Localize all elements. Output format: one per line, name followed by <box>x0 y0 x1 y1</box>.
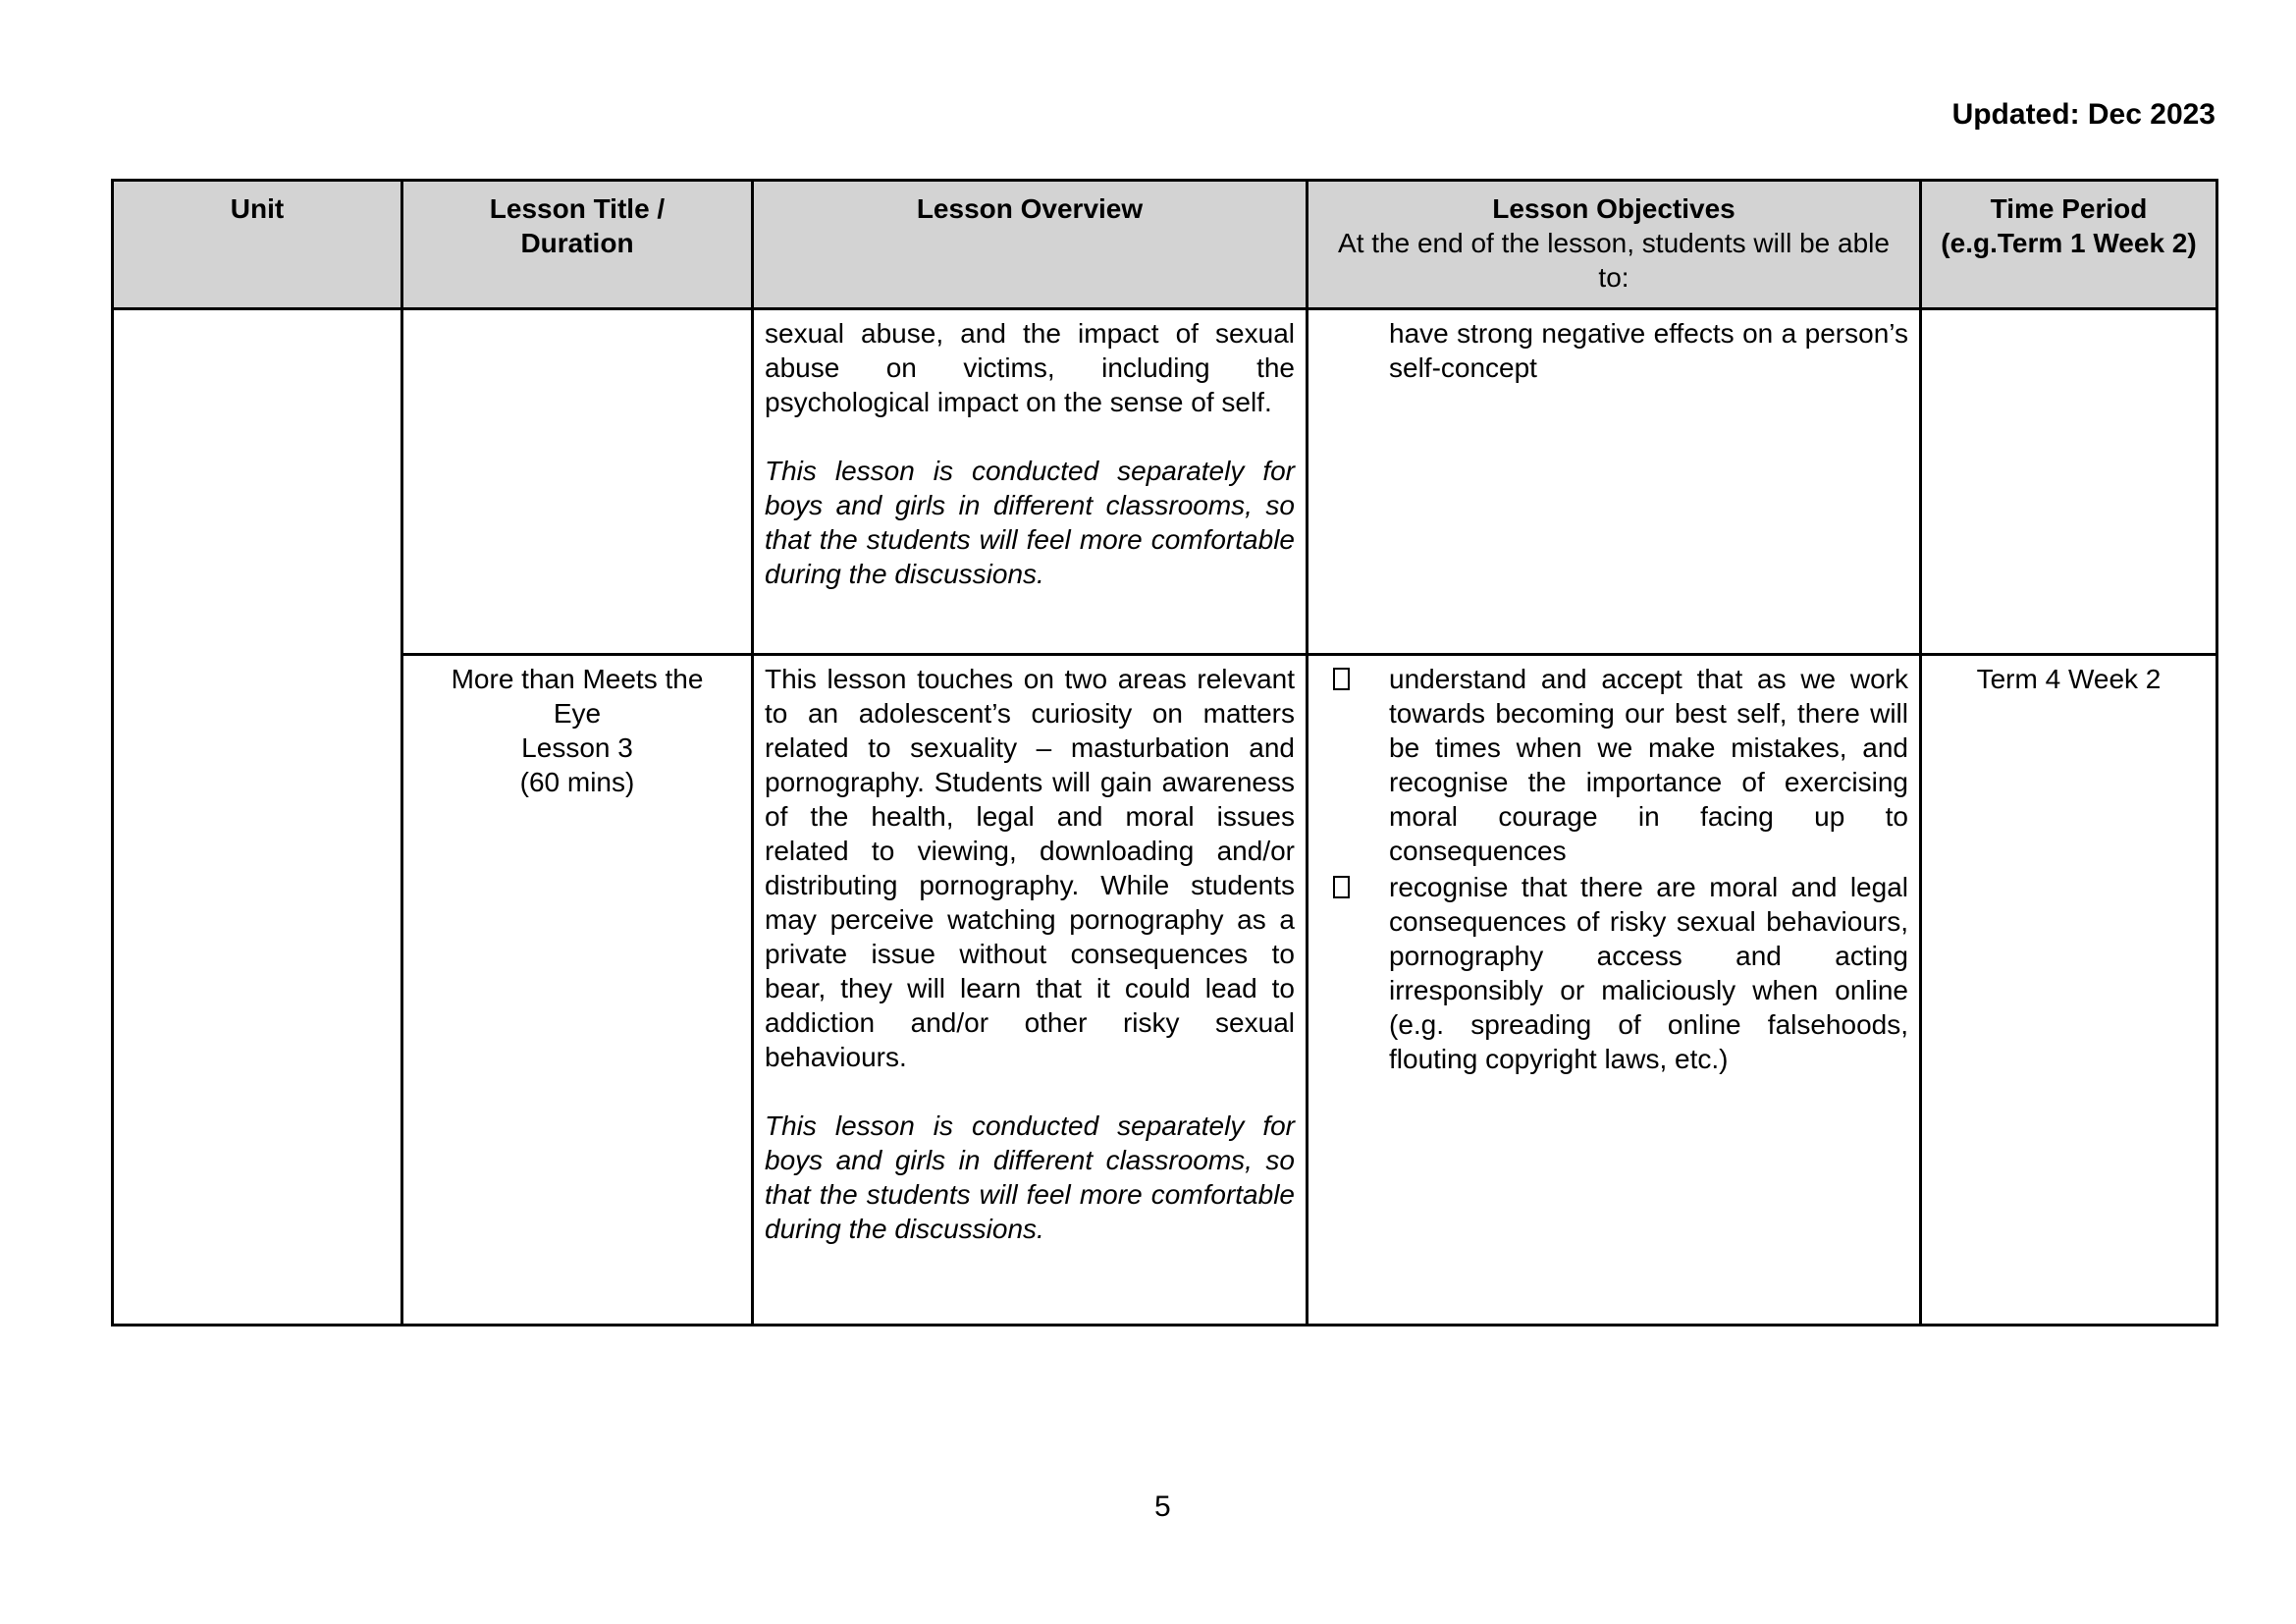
page-number: 5 <box>1154 1490 1171 1523</box>
overview-paragraph: sexual abuse, and the impact of sexual abuse on victims, including the psychological impact on the sense of self. <box>765 318 1295 417</box>
square-bullet-icon <box>1333 876 1350 898</box>
lesson-title-cell <box>402 309 753 655</box>
overview-note-paragraph: This lesson is conducted separately for boys and girls in different classrooms, so that the students will feel more comfortable during the discussions. <box>765 456 1295 589</box>
header-lesson-objectives-title: Lesson Objectives <box>1492 193 1735 224</box>
objective-text: recognise that there are moral and legal consequences of risky sexual behaviours, pornography access and acting irresponsibly or maliciously when online (e.g. spreading of online falsehoods, flouting copyright laws, etc.) <box>1389 872 1908 1074</box>
lesson-overview-cell <box>753 655 1308 1326</box>
table-row <box>113 309 2217 655</box>
table-header-row <box>113 181 2217 309</box>
header-lesson-objectives-subtitle: At the end of the lesson, students will be able to: <box>1338 228 1890 293</box>
lesson-objectives-cell <box>1308 309 1921 655</box>
header-lesson-overview: Lesson Overview <box>753 181 1308 309</box>
header-lesson-title-duration: Lesson Title / Duration <box>402 181 753 309</box>
overview-paragraph: This lesson touches on two areas relevant to an adolescent’s curiosity on matters related to sexuality – masturbation and pornography. Students will gain awareness of the health, legal and moral issues related to viewing, downloading and/or distributing pornography. While students may perceive watching pornography as a private issue without consequences to bear, they will learn that it could lead to addiction and/or other risky sexual behaviours. <box>765 664 1295 1072</box>
lesson-overview-cell <box>753 309 1308 655</box>
lesson-title-cell: More than Meets the Eye Lesson 3 (60 mins) <box>402 655 753 1326</box>
time-period-cell <box>1921 309 2217 655</box>
objective-text: understand and accept that as we work towards becoming our best self, there will be times when we make mistakes, and recognise the importance of exercising moral courage in facing up to consequences <box>1389 664 1908 866</box>
header-time-period: Time Period (e.g.Term 1 Week 2) <box>1921 181 2217 309</box>
table-row <box>113 655 2217 1326</box>
objective-item <box>1319 870 1908 1076</box>
square-bullet-icon <box>1333 668 1350 690</box>
objective-item <box>1319 316 1908 385</box>
unit-cell <box>113 309 402 1326</box>
overview-note-paragraph: This lesson is conducted separately for boys and girls in different classrooms, so that the students will feel more comfortable during the discussions. <box>765 1110 1295 1244</box>
lesson-plan-table <box>111 179 2218 1326</box>
header-lesson-objectives <box>1308 181 1921 309</box>
time-period-cell: Term 4 Week 2 <box>1921 655 2217 1326</box>
header-unit: Unit <box>113 181 402 309</box>
updated-date-label: Updated: Dec 2023 <box>1951 98 2216 131</box>
lesson-objectives-cell <box>1308 655 1921 1326</box>
objective-item <box>1319 662 1908 868</box>
objective-text: have strong negative effects on a person’s self-concept <box>1389 318 1908 383</box>
